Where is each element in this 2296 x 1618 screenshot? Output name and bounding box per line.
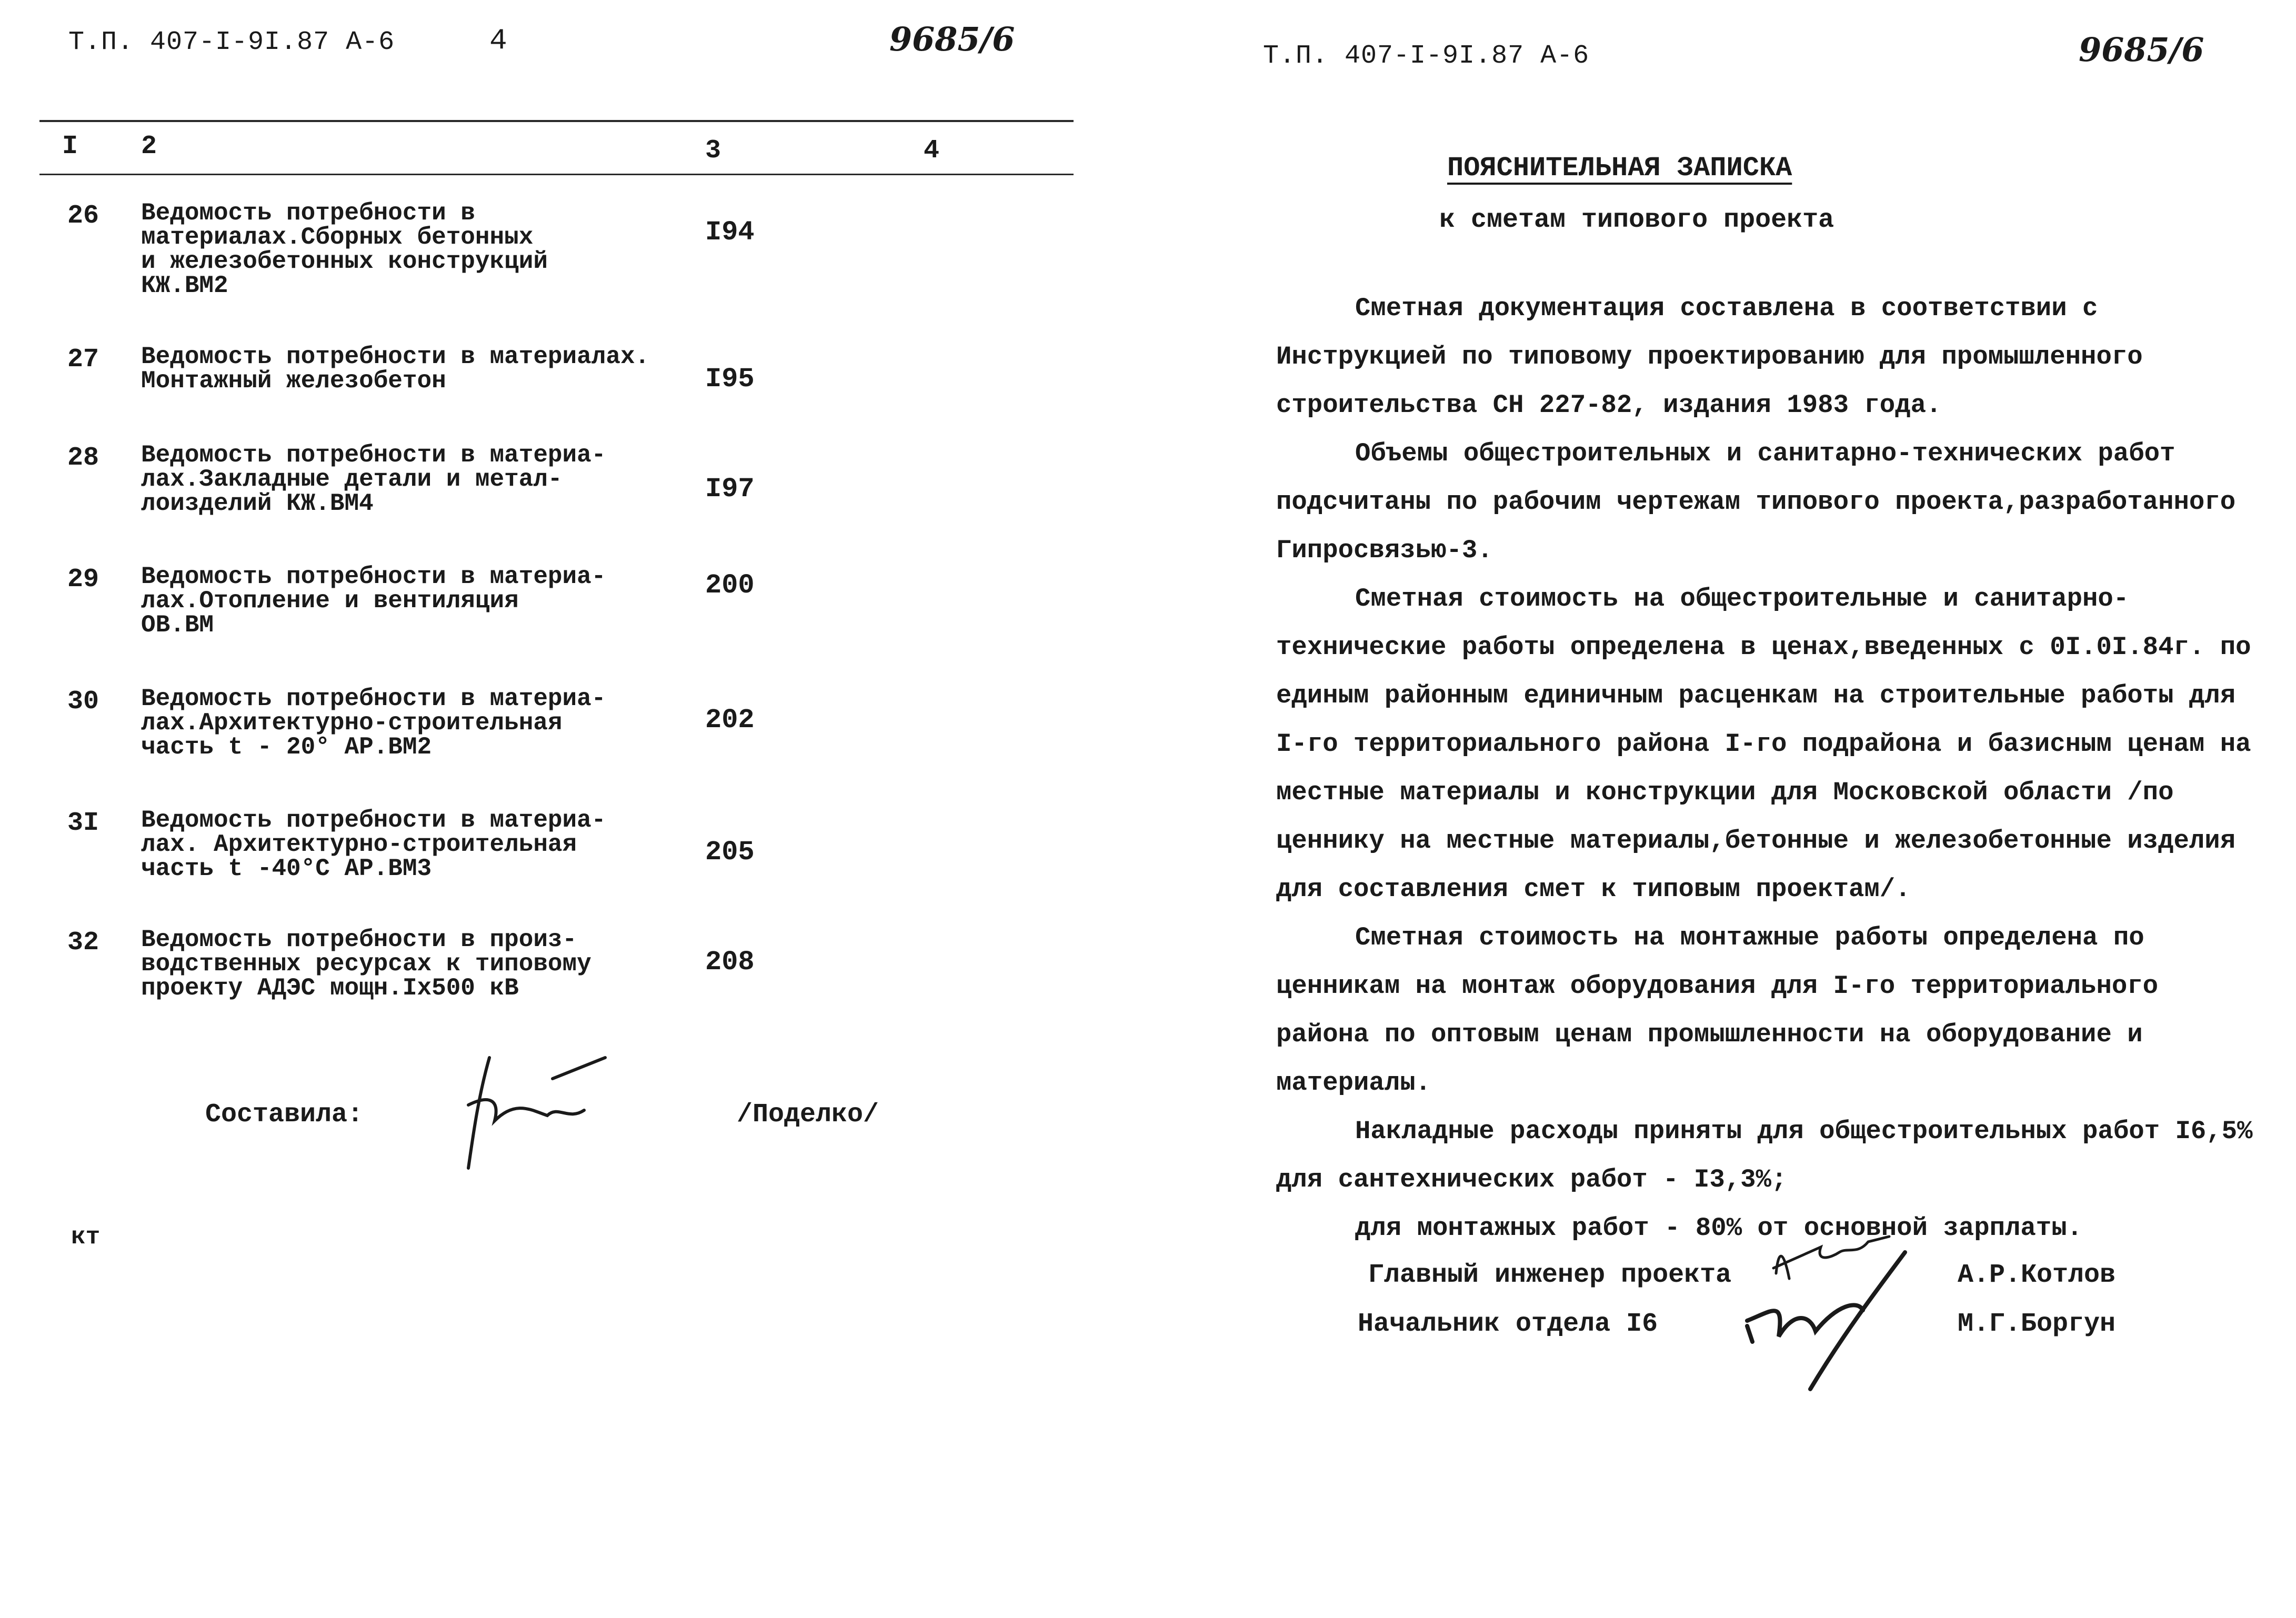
row-page: 200 <box>705 570 755 601</box>
table-top-rule <box>39 120 1074 122</box>
row-number: 28 <box>67 443 99 473</box>
row-description: Ведомость потребности в материа- лах.Закладные детали и метал- лоизделий КЖ.ВМ4 <box>141 441 606 517</box>
row-page: I97 <box>705 474 755 505</box>
row-number: 30 <box>67 687 99 717</box>
signature-image <box>458 1047 610 1179</box>
row-number: 27 <box>67 345 99 375</box>
row-page: I94 <box>705 217 755 248</box>
row-page: I95 <box>705 364 755 395</box>
doc-code: Т.П. 407-I-9I.87 А-6 <box>68 27 395 57</box>
signature-name: А.Р.Котлов <box>1958 1260 2116 1290</box>
signature-role: Начальник отдела I6 <box>1358 1309 1658 1339</box>
row-description: Ведомость потребности в материа- лах. Архитектурно-строительная часть t -40°С АР.ВМ3 <box>141 807 606 882</box>
paragraph: для монтажных работ - 80% от основной зарплаты. <box>1355 1213 2083 1243</box>
paragraph: Объемы общестроительных и санитарно-технических работ подсчитаны по рабочим чертежам типового проекта,разработанного Гипросвязью-3. <box>1276 439 2236 565</box>
column-header-2: 2 <box>141 132 157 162</box>
paragraph: Накладные расходы приняты для общестроительных работ I6,5% для сантехнических работ - I3,3%; <box>1276 1117 2253 1194</box>
row-page: 202 <box>705 705 755 736</box>
handwritten-mark: 9685/6 <box>2079 31 2204 69</box>
column-header-3: 3 <box>705 136 721 166</box>
row-number: 32 <box>67 928 99 958</box>
doc-code: Т.П. 407-I-9I.87 А-6 <box>1263 41 1590 71</box>
row-description: Ведомость потребности в материа- лах.Отопление и вентиляция ОВ.ВМ <box>141 563 606 639</box>
signature-role: Главный инженер проекта <box>1368 1260 1732 1290</box>
handwritten-mark: 9685/6 <box>889 20 1015 58</box>
column-header-1: I <box>62 132 78 162</box>
row-description: Ведомость потребности в произ- водственных ресурсах к типовому проекту АДЭС мощн.Iх500 кВ <box>141 926 591 1002</box>
row-description: Ведомость потребности в материалах. Монтажный железобетон <box>141 343 650 395</box>
page-number: 4 <box>489 24 508 57</box>
signature-name: М.Г.Боргун <box>1958 1309 2116 1339</box>
paragraph: Сметная стоимость на общестроительные и санитарно-технические работы определена в ценах,введенных с 0I.0I.84г. по единым районным единичным расценкам на строительные работы для I-го территориального района I-го подрайона и базисным ценам на местные материалы и конструкции для Московской области /по ценнику на местные материалы,бетонные и железобетонные изделия для составления смет к типовым проектам/. <box>1276 584 2251 904</box>
row-page: 205 <box>705 837 755 868</box>
compiled-by-name: /Поделко/ <box>737 1100 879 1130</box>
footer-mark: кт <box>71 1223 101 1251</box>
compiled-by-label: Составила: <box>205 1100 364 1130</box>
left-page <box>0 0 1147 1618</box>
signature-image <box>1726 1231 1947 1400</box>
page-title: ПОЯСНИТЕЛЬНАЯ ЗАПИСКА <box>1447 153 1792 184</box>
column-header-4: 4 <box>924 136 940 166</box>
row-description: Ведомость потребности в материалах.Сборных бетонных и железобетонных конструкций КЖ.ВМ2 <box>141 199 548 299</box>
row-description: Ведомость потребности в материа- лах.Архитектурно-строительная часть t - 20° АР.ВМ2 <box>141 685 606 761</box>
paragraph: Сметная документация составлена в соответствии с Инструкцией по типовому проектированию для промышленного строительства СН 227-82, издания 1983 года. <box>1276 294 2143 420</box>
row-page: 208 <box>705 947 755 978</box>
page-subtitle: к сметам типового проекта <box>1439 205 1834 235</box>
explanatory-note-body <box>1276 284 2260 1252</box>
paragraph: Сметная стоимость на монтажные работы определена по ценникам на монтаж оборудования для I-го территориального района по оптовым ценам промышленности на оборудование и материалы. <box>1276 923 2159 1098</box>
right-page <box>1147 0 2296 1618</box>
row-number: 29 <box>67 565 99 595</box>
row-number: 3I <box>67 808 99 838</box>
table-header-rule <box>39 174 1074 175</box>
row-number: 26 <box>67 201 99 231</box>
